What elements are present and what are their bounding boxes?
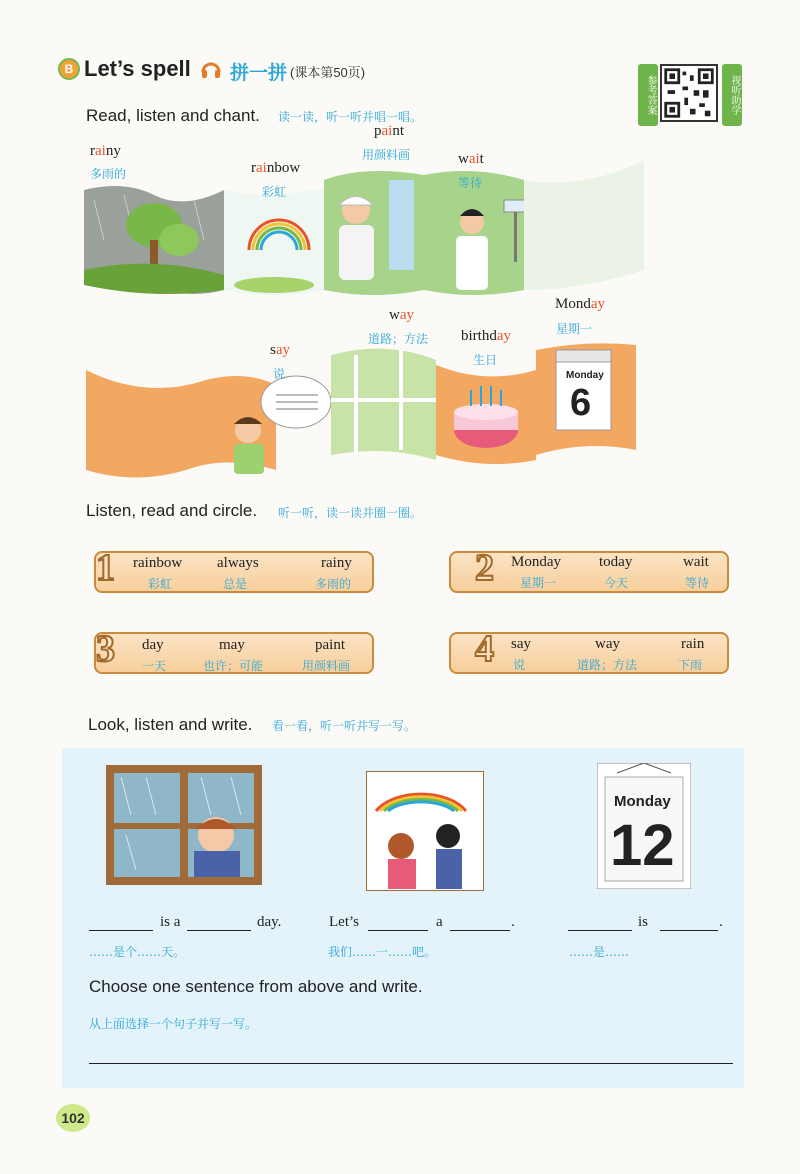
- word-box-number: 4: [475, 628, 494, 670]
- answer-blank[interactable]: [89, 930, 153, 931]
- qr-media-label: 视听助学: [722, 64, 742, 126]
- sentence3-text-b: .: [719, 914, 723, 930]
- sentence3-cn: ……是……: [569, 945, 630, 959]
- word-option-cn: 彩虹: [148, 577, 173, 591]
- chant-row1-illustration: [84, 160, 666, 300]
- word-option-cn: 说: [513, 658, 526, 672]
- section1-title-cn: 读一读，听一听并唱一唱。: [278, 110, 423, 124]
- answer-writing-line[interactable]: [89, 1063, 733, 1064]
- section1-title: Read, listen and chant.: [86, 106, 260, 125]
- sentence1-cn: ……是个……天。: [89, 945, 186, 959]
- answer-blank[interactable]: [660, 930, 718, 931]
- rainy-window-picture: [106, 765, 262, 885]
- word-option[interactable]: way: [595, 636, 620, 652]
- chant-word-way: way: [389, 307, 415, 323]
- word-option[interactable]: always: [217, 555, 259, 571]
- section3-title: Look, listen and write.: [88, 715, 253, 734]
- chant-word-say-cn: 说: [273, 367, 286, 381]
- sentence1-text-b: day.: [257, 914, 282, 930]
- word-box-number: 1: [96, 547, 115, 589]
- chant-word-rainbow-cn: 彩虹: [262, 185, 287, 199]
- word-option[interactable]: today: [599, 554, 633, 570]
- page-title: Let’s spell: [84, 56, 191, 81]
- section3-title-cn: 看一看，听一听并写一写。: [272, 719, 417, 733]
- qr-answer-label: 参考答案: [638, 64, 658, 126]
- sentence3-text-a: is: [638, 914, 649, 930]
- word-option-cn: 也许；可能: [203, 659, 264, 673]
- chant-word-monday: Monday: [555, 296, 606, 312]
- chant-word-birthday: birthday: [461, 328, 512, 344]
- word-option[interactable]: rainy: [321, 555, 352, 571]
- sentence2-text-c: .: [511, 914, 515, 930]
- word-option[interactable]: say: [511, 636, 531, 652]
- section-badge-icon: B: [58, 58, 80, 80]
- calendar-day-label: Monday: [614, 793, 671, 810]
- word-option-cn: 多雨的: [315, 577, 352, 591]
- headphone-icon[interactable]: [200, 58, 222, 80]
- word-option-cn: 总是: [223, 577, 248, 591]
- chant-word-rainbow: rainbow: [251, 160, 301, 176]
- chant-word-wait-cn: 等待: [458, 176, 483, 190]
- word-option[interactable]: Monday: [511, 554, 561, 570]
- chant-word-birthday-cn: 生日: [473, 353, 498, 367]
- section2-title-cn: 听一听，读一读并圈一圈。: [278, 506, 423, 520]
- answer-blank[interactable]: [187, 930, 251, 931]
- chant-word-monday-cn: 星期一: [556, 322, 593, 336]
- page-number: 102: [56, 1104, 90, 1132]
- chant-word-rainy: rainy: [90, 143, 121, 159]
- choose-sentence-instruction: Choose one sentence from above and write.: [89, 977, 423, 996]
- page-reference: (课本第50页): [290, 65, 366, 80]
- word-option[interactable]: rain: [681, 636, 705, 652]
- word-box-number: 2: [475, 547, 494, 589]
- answer-blank[interactable]: [368, 930, 428, 931]
- word-option-cn: 一天: [142, 659, 167, 673]
- sentence2-text-b: a: [436, 914, 443, 930]
- chant-word-paint-cn: 用颜料画: [362, 148, 411, 162]
- sentence2-cn: 我们……一……吧。: [328, 945, 437, 959]
- answer-blank[interactable]: [450, 930, 510, 931]
- word-option[interactable]: day: [142, 637, 164, 653]
- sentence2-text-a: Let’s: [329, 914, 359, 930]
- chant-word-paint: paint: [374, 123, 404, 139]
- painting-rainbow-picture: [366, 771, 484, 891]
- word-box-number: 3: [96, 628, 115, 670]
- word-option[interactable]: paint: [315, 637, 345, 653]
- word-option[interactable]: wait: [683, 554, 709, 570]
- calendar-number-small: 6: [570, 382, 592, 424]
- word-option-cn: 星期一: [520, 576, 557, 590]
- word-option[interactable]: may: [219, 637, 245, 653]
- chant-word-way-cn: 道路；方法: [368, 332, 429, 346]
- chant-row2-illustration: [86, 340, 636, 480]
- chant-word-rainy-cn: 多雨的: [90, 167, 127, 181]
- pin-label: 拼一拼: [230, 63, 288, 84]
- word-option-cn: 道路；方法: [577, 658, 638, 672]
- choose-sentence-instruction-cn: 从上面选择一个句子并写一写。: [89, 1017, 258, 1031]
- word-option-cn: 用颜料画: [302, 659, 351, 673]
- word-option-cn: 等待: [685, 576, 710, 590]
- qr-code-icon[interactable]: [660, 64, 718, 122]
- calendar-day-small: Monday: [566, 370, 604, 381]
- word-option-cn: 今天: [604, 576, 629, 590]
- chant-word-say: say: [270, 342, 291, 358]
- calendar-day-number: 12: [610, 813, 675, 878]
- section2-title: Listen, read and circle.: [86, 501, 258, 520]
- word-option-cn: 下雨: [678, 658, 703, 672]
- word-option[interactable]: rainbow: [133, 555, 183, 571]
- sentence1-text-a: is a: [160, 914, 181, 930]
- chant-word-wait: wait: [458, 151, 484, 167]
- answer-blank[interactable]: [568, 930, 632, 931]
